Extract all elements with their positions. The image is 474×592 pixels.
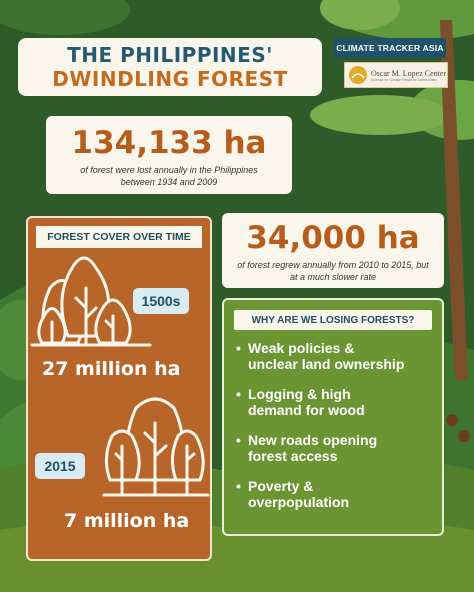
- forest-regrow-value: 34,000 ha: [246, 220, 420, 256]
- year-badge-1500s: 1500s: [133, 288, 189, 314]
- list-item: [236, 432, 436, 464]
- forest-regrow-desc-1: of forest regrew annually from 2010 to 2015, but: [237, 260, 429, 270]
- year-badge-2015: 2015: [35, 453, 85, 479]
- olc-logo: [344, 62, 448, 88]
- why-losing-forests-label: WHY ARE WE LOSING FORESTS?: [234, 310, 432, 330]
- reason-line: overpopulation: [248, 494, 350, 510]
- forest-cover-illustration: [28, 218, 210, 559]
- forest-amount-1500s: 27 million ha: [42, 358, 181, 380]
- reason-line: forest access: [248, 448, 338, 464]
- reasons-list: [236, 340, 436, 524]
- forest-loss-value: 134,133 ha: [71, 125, 267, 161]
- reason-line: Poverty &: [248, 478, 314, 494]
- page-title-line2: DWINDLING FOREST: [52, 67, 288, 91]
- forest-loss-desc-1: of forest were lost annually in the Philippines: [80, 165, 258, 175]
- forest-loss-desc-2: between 1934 and 2009: [120, 177, 218, 187]
- forest-regrow-desc-2: at a much slower rate: [289, 272, 377, 282]
- reason-line: New roads opening: [248, 432, 378, 448]
- why-losing-forests-panel: [222, 298, 444, 536]
- reason-line: demand for wood: [248, 402, 365, 418]
- reason-line: Weak policies &: [248, 340, 355, 356]
- list-item: [236, 478, 436, 510]
- list-item: [236, 386, 436, 418]
- olc-logo-mark: [348, 65, 368, 85]
- title-card: [18, 38, 322, 96]
- forest-regrow-stat: [222, 213, 444, 288]
- bullet: •: [236, 386, 241, 402]
- forest-amount-2015: 7 million ha: [64, 510, 190, 532]
- olc-name: Oscar M. Lopez Center: [371, 68, 447, 78]
- forest-cover-label: FOREST COVER OVER TIME: [36, 226, 202, 248]
- bullet: •: [236, 340, 241, 356]
- climate-tracker-logo: CLIMATE TRACKER ASIA: [334, 38, 446, 58]
- forest-loss-stat: [46, 116, 292, 194]
- reason-line: Logging & high: [248, 386, 351, 402]
- reason-line: unclear land ownership: [248, 356, 405, 372]
- forest-cover-panel: [26, 216, 212, 561]
- list-item: [236, 340, 436, 372]
- page-title-line1: THE PHILIPPINES': [67, 43, 273, 67]
- olc-subtitle: Science for Climate Resilient Communities: [371, 77, 438, 82]
- tree-icon: [104, 399, 208, 495]
- bullet: •: [236, 432, 241, 448]
- bullet: •: [236, 478, 241, 494]
